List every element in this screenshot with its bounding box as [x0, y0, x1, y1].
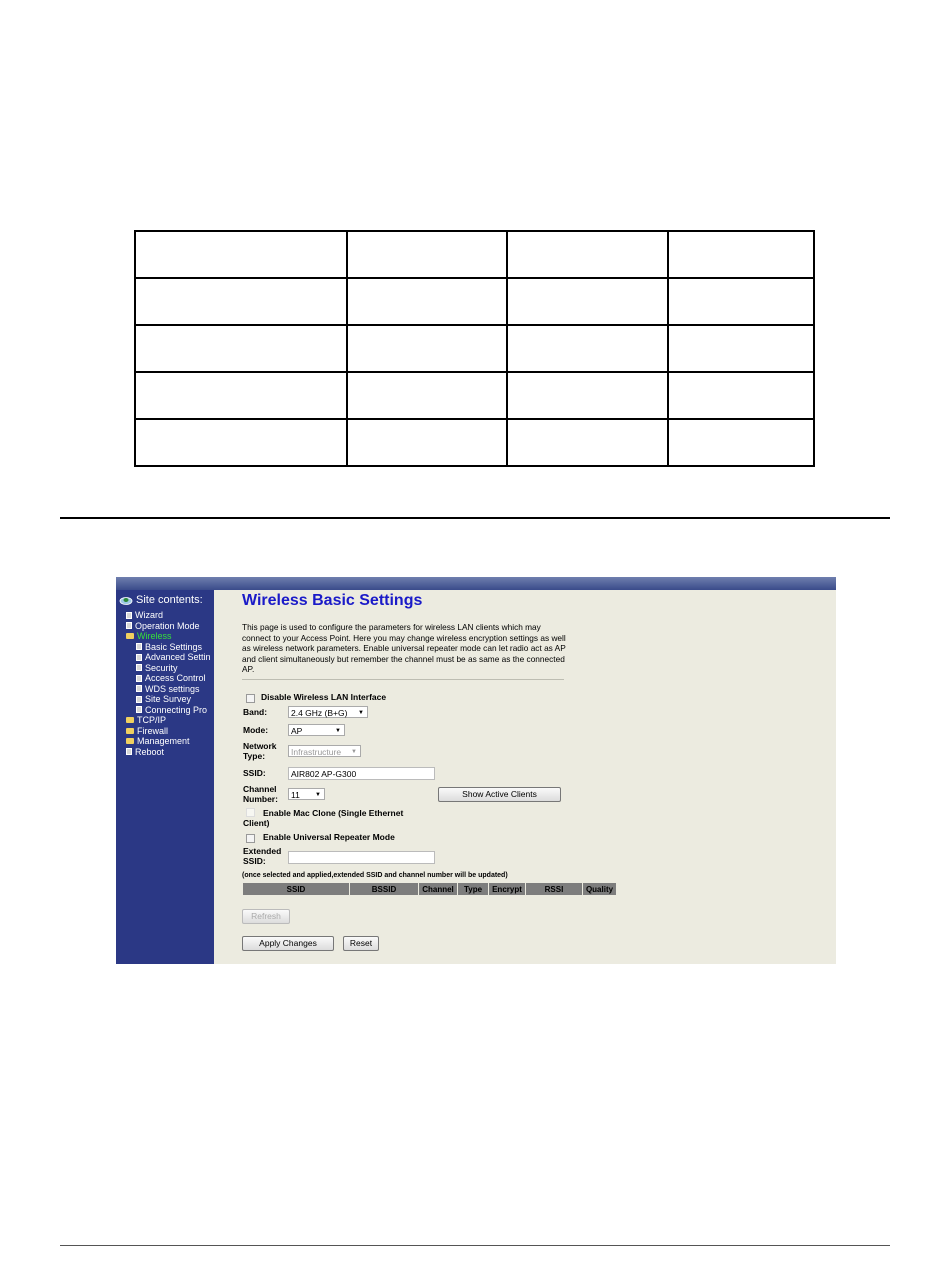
folder-icon	[126, 738, 134, 744]
column-header: Type	[458, 883, 489, 896]
sidebar-item-management[interactable]: Management	[126, 736, 211, 747]
repeater-checkbox[interactable]	[246, 834, 255, 843]
table-cell	[135, 419, 347, 466]
table-row	[135, 231, 814, 278]
document-icon	[136, 685, 142, 692]
mode-label: Mode:	[243, 725, 269, 735]
table-cell	[347, 372, 507, 419]
document-icon	[136, 664, 142, 671]
sidebar-header	[119, 594, 203, 606]
page-description: This page is used to configure the parameters for wireless LAN clients which may connect to your Access Point. Here you may change wireless encryption settings as well as wireless network parameters. Enable universal repeater mode can let radio act as AP and client simultaneously but remember the channel must be as same as the connected AP.	[242, 622, 566, 675]
table-cell	[507, 231, 668, 278]
table-cell	[135, 231, 347, 278]
table-cell	[135, 278, 347, 325]
column-header: Channel	[419, 883, 458, 896]
band-value: 2.4 GHz (B+G)	[291, 708, 348, 718]
table-cell	[668, 419, 814, 466]
table-cell	[135, 372, 347, 419]
mac-clone-label-line2: Client)	[243, 817, 270, 828]
sidebar-item-wds-settings[interactable]: WDS settings	[126, 684, 211, 695]
mac-clone-label-line1: Enable Mac Clone (Single Ethernet	[263, 808, 404, 818]
disable-wlan-checkbox[interactable]	[246, 694, 255, 703]
chevron-down-icon: ▼	[335, 728, 341, 734]
document-icon	[126, 748, 132, 755]
sidebar-item-access-control[interactable]: Access Control	[126, 673, 211, 684]
empty-document-table	[134, 230, 815, 467]
sidebar-item-tcp-ip[interactable]: TCP/IP	[126, 715, 211, 726]
sidebar-item-security[interactable]: Security	[126, 663, 211, 674]
mode-value: AP	[291, 726, 303, 736]
table-cell	[507, 278, 668, 325]
sidebar-header-label: Site contents:	[136, 594, 203, 606]
refresh-button[interactable]: Refresh	[242, 909, 290, 924]
network-type-label	[243, 742, 277, 761]
divider	[242, 679, 564, 680]
mac-clone-label	[243, 809, 403, 828]
sidebar-item-wizard[interactable]: Wizard	[126, 610, 211, 621]
table-cell	[507, 325, 668, 372]
column-header: SSID	[243, 883, 350, 896]
table-cell	[507, 372, 668, 419]
site-survey-table	[242, 882, 617, 896]
repeater-label: Enable Universal Repeater Mode	[263, 832, 395, 842]
table-row	[135, 278, 814, 325]
folder-open-icon	[126, 633, 134, 639]
extended-ssid-input[interactable]	[288, 851, 435, 864]
horizontal-rule-bottom	[60, 1245, 890, 1246]
globe-icon	[119, 596, 133, 605]
ssid-input[interactable]: AIR802 AP-G300	[288, 767, 435, 780]
chevron-down-icon: ▼	[315, 792, 321, 798]
sidebar-item-site-survey[interactable]: Site Survey	[126, 694, 211, 705]
site-tree	[126, 610, 211, 757]
reset-button[interactable]: Reset	[343, 936, 379, 951]
sidebar-item-reboot[interactable]: Reboot	[126, 747, 211, 758]
table-row	[135, 325, 814, 372]
document-icon	[136, 696, 142, 703]
channel-value: 11	[291, 790, 300, 800]
folder-icon	[126, 728, 134, 734]
router-screenshot	[116, 577, 836, 964]
mode-select[interactable]	[288, 724, 345, 736]
channel-label-line1: Channel	[243, 784, 277, 794]
top-banner	[116, 577, 836, 590]
network-type-select[interactable]	[288, 745, 361, 757]
folder-icon	[126, 717, 134, 723]
table-row	[135, 419, 814, 466]
sidebar-item-advanced-settings[interactable]: Advanced Settin	[126, 652, 211, 663]
apply-changes-button[interactable]: Apply Changes	[242, 936, 334, 951]
table-row	[135, 372, 814, 419]
sidebar-item-wireless[interactable]: Wireless	[126, 631, 211, 642]
document-icon	[136, 643, 142, 650]
extended-ssid-label-line1: Extended	[243, 846, 282, 856]
channel-label-line2: Number:	[243, 793, 278, 804]
disable-wlan-label: Disable Wireless LAN Interface	[261, 692, 387, 702]
chevron-down-icon: ▼	[358, 710, 364, 716]
page-title: Wireless Basic Settings	[242, 592, 423, 609]
table-cell	[668, 372, 814, 419]
document-icon	[126, 612, 132, 619]
sidebar-item-connecting-profile[interactable]: Connecting Pro	[126, 705, 211, 716]
sidebar-item-operation-mode[interactable]: Operation Mode	[126, 621, 211, 632]
network-type-label-line2: Type:	[243, 750, 266, 761]
band-label: Band:	[243, 707, 268, 717]
table-cell	[347, 419, 507, 466]
document-icon	[136, 706, 142, 713]
chevron-down-icon: ▼	[351, 749, 357, 755]
document-icon	[136, 654, 142, 661]
table-cell	[135, 325, 347, 372]
column-header: BSSID	[350, 883, 419, 896]
channel-label	[243, 785, 278, 804]
table-header-row	[243, 883, 617, 896]
ssid-label: SSID:	[243, 768, 266, 778]
document-icon	[126, 622, 132, 629]
document-icon	[136, 675, 142, 682]
sidebar	[116, 590, 214, 964]
horizontal-rule-top	[60, 517, 890, 519]
band-select[interactable]	[288, 706, 368, 718]
column-header: RSSI	[526, 883, 583, 896]
main-panel	[214, 590, 836, 964]
column-header: Encrypt	[489, 883, 526, 896]
extended-ssid-label-line2: SSID:	[243, 855, 266, 866]
show-active-clients-button[interactable]: Show Active Clients	[438, 787, 561, 802]
table-cell	[668, 278, 814, 325]
channel-select[interactable]	[288, 788, 325, 800]
table-cell	[347, 278, 507, 325]
network-type-value: Infrastructure	[291, 747, 342, 757]
sidebar-item-basic-settings[interactable]: Basic Settings	[126, 642, 211, 653]
extended-ssid-label	[243, 847, 281, 866]
extended-ssid-note: (once selected and applied,extended SSID and channel number will be updated)	[242, 872, 508, 879]
column-header: Quality	[583, 883, 617, 896]
table-cell	[347, 231, 507, 278]
network-type-label-line1: Network	[243, 741, 277, 751]
table-cell	[668, 231, 814, 278]
table-cell	[347, 325, 507, 372]
sidebar-item-firewall[interactable]: Firewall	[126, 726, 211, 737]
table-cell	[668, 325, 814, 372]
table-cell	[507, 419, 668, 466]
